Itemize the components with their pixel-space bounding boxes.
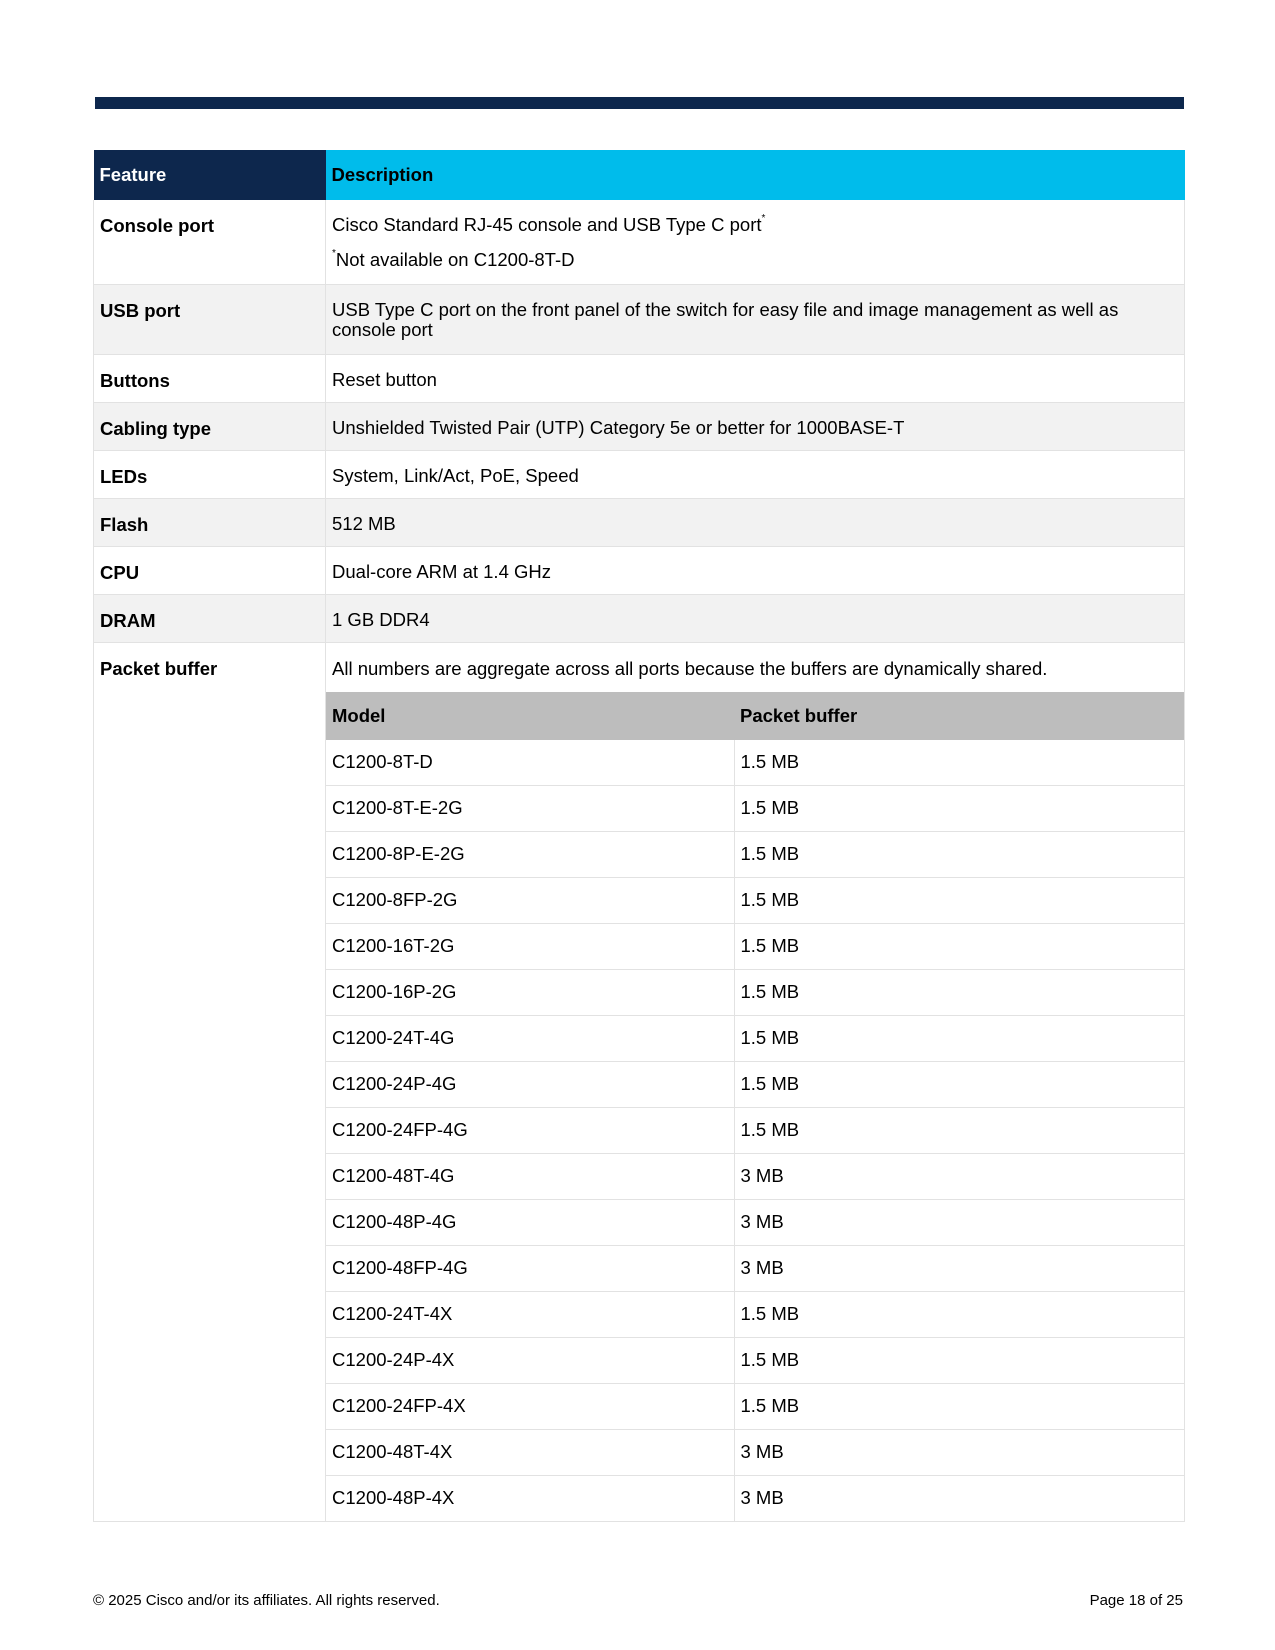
- table-row: [94, 284, 1185, 354]
- description-cell: Unshielded Twisted Pair (UTP) Category 5e or better for 1000BASE-T: [326, 402, 1185, 450]
- buffer-cell: 1.5 MB: [734, 1291, 1185, 1337]
- feature-cell: Flash: [94, 498, 326, 546]
- table-row: [326, 1337, 1185, 1383]
- footer-copyright: © 2025 Cisco and/or its affiliates. All rights reserved.: [93, 1592, 440, 1609]
- table-row: [326, 1429, 1185, 1475]
- model-cell: C1200-8T-D: [326, 740, 734, 786]
- console-footnote-text: Not available on C1200-8T-D: [335, 248, 575, 270]
- table-row: [326, 923, 1185, 969]
- table-row: [326, 1061, 1185, 1107]
- table-row: [326, 1153, 1185, 1199]
- description-cell: [326, 200, 1185, 284]
- footer-page-number: Page 18 of 25: [1089, 1592, 1183, 1609]
- buffer-cell: 3 MB: [734, 1153, 1185, 1199]
- model-cell: C1200-24T-4X: [326, 1291, 734, 1337]
- feature-cell: Cabling type: [94, 402, 326, 450]
- packet-buffer-table: [326, 692, 1185, 1521]
- model-column-header: Model: [326, 692, 734, 740]
- table-row: [326, 969, 1185, 1015]
- model-cell: C1200-48P-4X: [326, 1475, 734, 1521]
- feature-cell: CPU: [94, 546, 326, 594]
- description-cell: USB Type C port on the front panel of the switch for easy file and image management as well as console port: [326, 284, 1185, 354]
- model-cell: C1200-16T-2G: [326, 923, 734, 969]
- model-cell: C1200-24FP-4X: [326, 1383, 734, 1429]
- model-cell: C1200-8FP-2G: [326, 877, 734, 923]
- model-cell: C1200-48T-4G: [326, 1153, 734, 1199]
- model-cell: C1200-24FP-4G: [326, 1107, 734, 1153]
- table-row: [326, 1015, 1185, 1061]
- feature-column-header: Feature: [94, 150, 326, 200]
- description-cell: Dual-core ARM at 1.4 GHz: [326, 546, 1185, 594]
- buffer-cell: 3 MB: [734, 1475, 1185, 1521]
- description-column-header: Description: [326, 150, 1185, 200]
- feature-cell: USB port: [94, 284, 326, 354]
- table-row: [94, 546, 1185, 594]
- model-cell: C1200-48T-4X: [326, 1429, 734, 1475]
- table-row: [94, 354, 1185, 402]
- footnote-marker: *: [761, 213, 766, 224]
- description-cell: 1 GB DDR4: [326, 594, 1185, 642]
- buffer-cell: 3 MB: [734, 1245, 1185, 1291]
- buffer-cell: 1.5 MB: [734, 1061, 1185, 1107]
- buffer-cell: 1.5 MB: [734, 1383, 1185, 1429]
- table-row: [326, 1475, 1185, 1521]
- table-row: [94, 594, 1185, 642]
- model-cell: C1200-48FP-4G: [326, 1245, 734, 1291]
- model-cell: C1200-24P-4G: [326, 1061, 734, 1107]
- packet-buffer-rows: [326, 740, 1185, 1521]
- table-row: [326, 1107, 1185, 1153]
- buffer-cell: 1.5 MB: [734, 1107, 1185, 1153]
- table-row: [326, 1245, 1185, 1291]
- buffer-cell: 1.5 MB: [734, 785, 1185, 831]
- feature-cell: DRAM: [94, 594, 326, 642]
- description-cell: 512 MB: [326, 498, 1185, 546]
- feature-cell: LEDs: [94, 450, 326, 498]
- buffer-cell: 1.5 MB: [734, 877, 1185, 923]
- buffer-cell: 1.5 MB: [734, 969, 1185, 1015]
- spec-table-header: [94, 150, 1185, 200]
- model-cell: C1200-8P-E-2G: [326, 831, 734, 877]
- console-description: [332, 215, 1176, 236]
- model-cell: C1200-16P-2G: [326, 969, 734, 1015]
- description-cell: System, Link/Act, PoE, Speed: [326, 450, 1185, 498]
- table-row: [326, 877, 1185, 923]
- feature-cell: Packet buffer: [94, 642, 326, 1521]
- footnote-marker: *: [332, 247, 336, 259]
- table-row: [326, 1383, 1185, 1429]
- buffer-column-header: Packet buffer: [734, 692, 1185, 740]
- table-row: [94, 642, 1185, 1521]
- spec-table: [93, 150, 1185, 1522]
- packet-buffer-intro: All numbers are aggregate across all ports because the buffers are dynamically shared.: [332, 657, 1048, 679]
- buffer-cell: 3 MB: [734, 1199, 1185, 1245]
- feature-cell: Buttons: [94, 354, 326, 402]
- model-cell: C1200-24P-4X: [326, 1337, 734, 1383]
- table-row: [94, 200, 1185, 284]
- model-cell: C1200-24T-4G: [326, 1015, 734, 1061]
- packet-buffer-header: [326, 692, 1185, 740]
- table-row: [326, 740, 1185, 786]
- buffer-cell: 3 MB: [734, 1429, 1185, 1475]
- table-row: [326, 831, 1185, 877]
- table-row: [326, 1291, 1185, 1337]
- buffer-cell: 1.5 MB: [734, 1337, 1185, 1383]
- model-cell: C1200-48P-4G: [326, 1199, 734, 1245]
- table-row: [326, 785, 1185, 831]
- feature-cell: Console port: [94, 200, 326, 284]
- table-row: [326, 1199, 1185, 1245]
- model-cell: C1200-8T-E-2G: [326, 785, 734, 831]
- table-row: [94, 450, 1185, 498]
- header-rule: [95, 97, 1184, 109]
- description-cell: [326, 642, 1185, 1521]
- buffer-cell: 1.5 MB: [734, 831, 1185, 877]
- buffer-cell: 1.5 MB: [734, 740, 1185, 786]
- console-footnote: [332, 247, 1176, 271]
- buffer-cell: 1.5 MB: [734, 923, 1185, 969]
- buffer-cell: 1.5 MB: [734, 1015, 1185, 1061]
- table-row: [94, 402, 1185, 450]
- table-row: [94, 498, 1185, 546]
- description-cell: Reset button: [326, 354, 1185, 402]
- console-description-text: Cisco Standard RJ-45 console and USB Type C port: [332, 214, 762, 235]
